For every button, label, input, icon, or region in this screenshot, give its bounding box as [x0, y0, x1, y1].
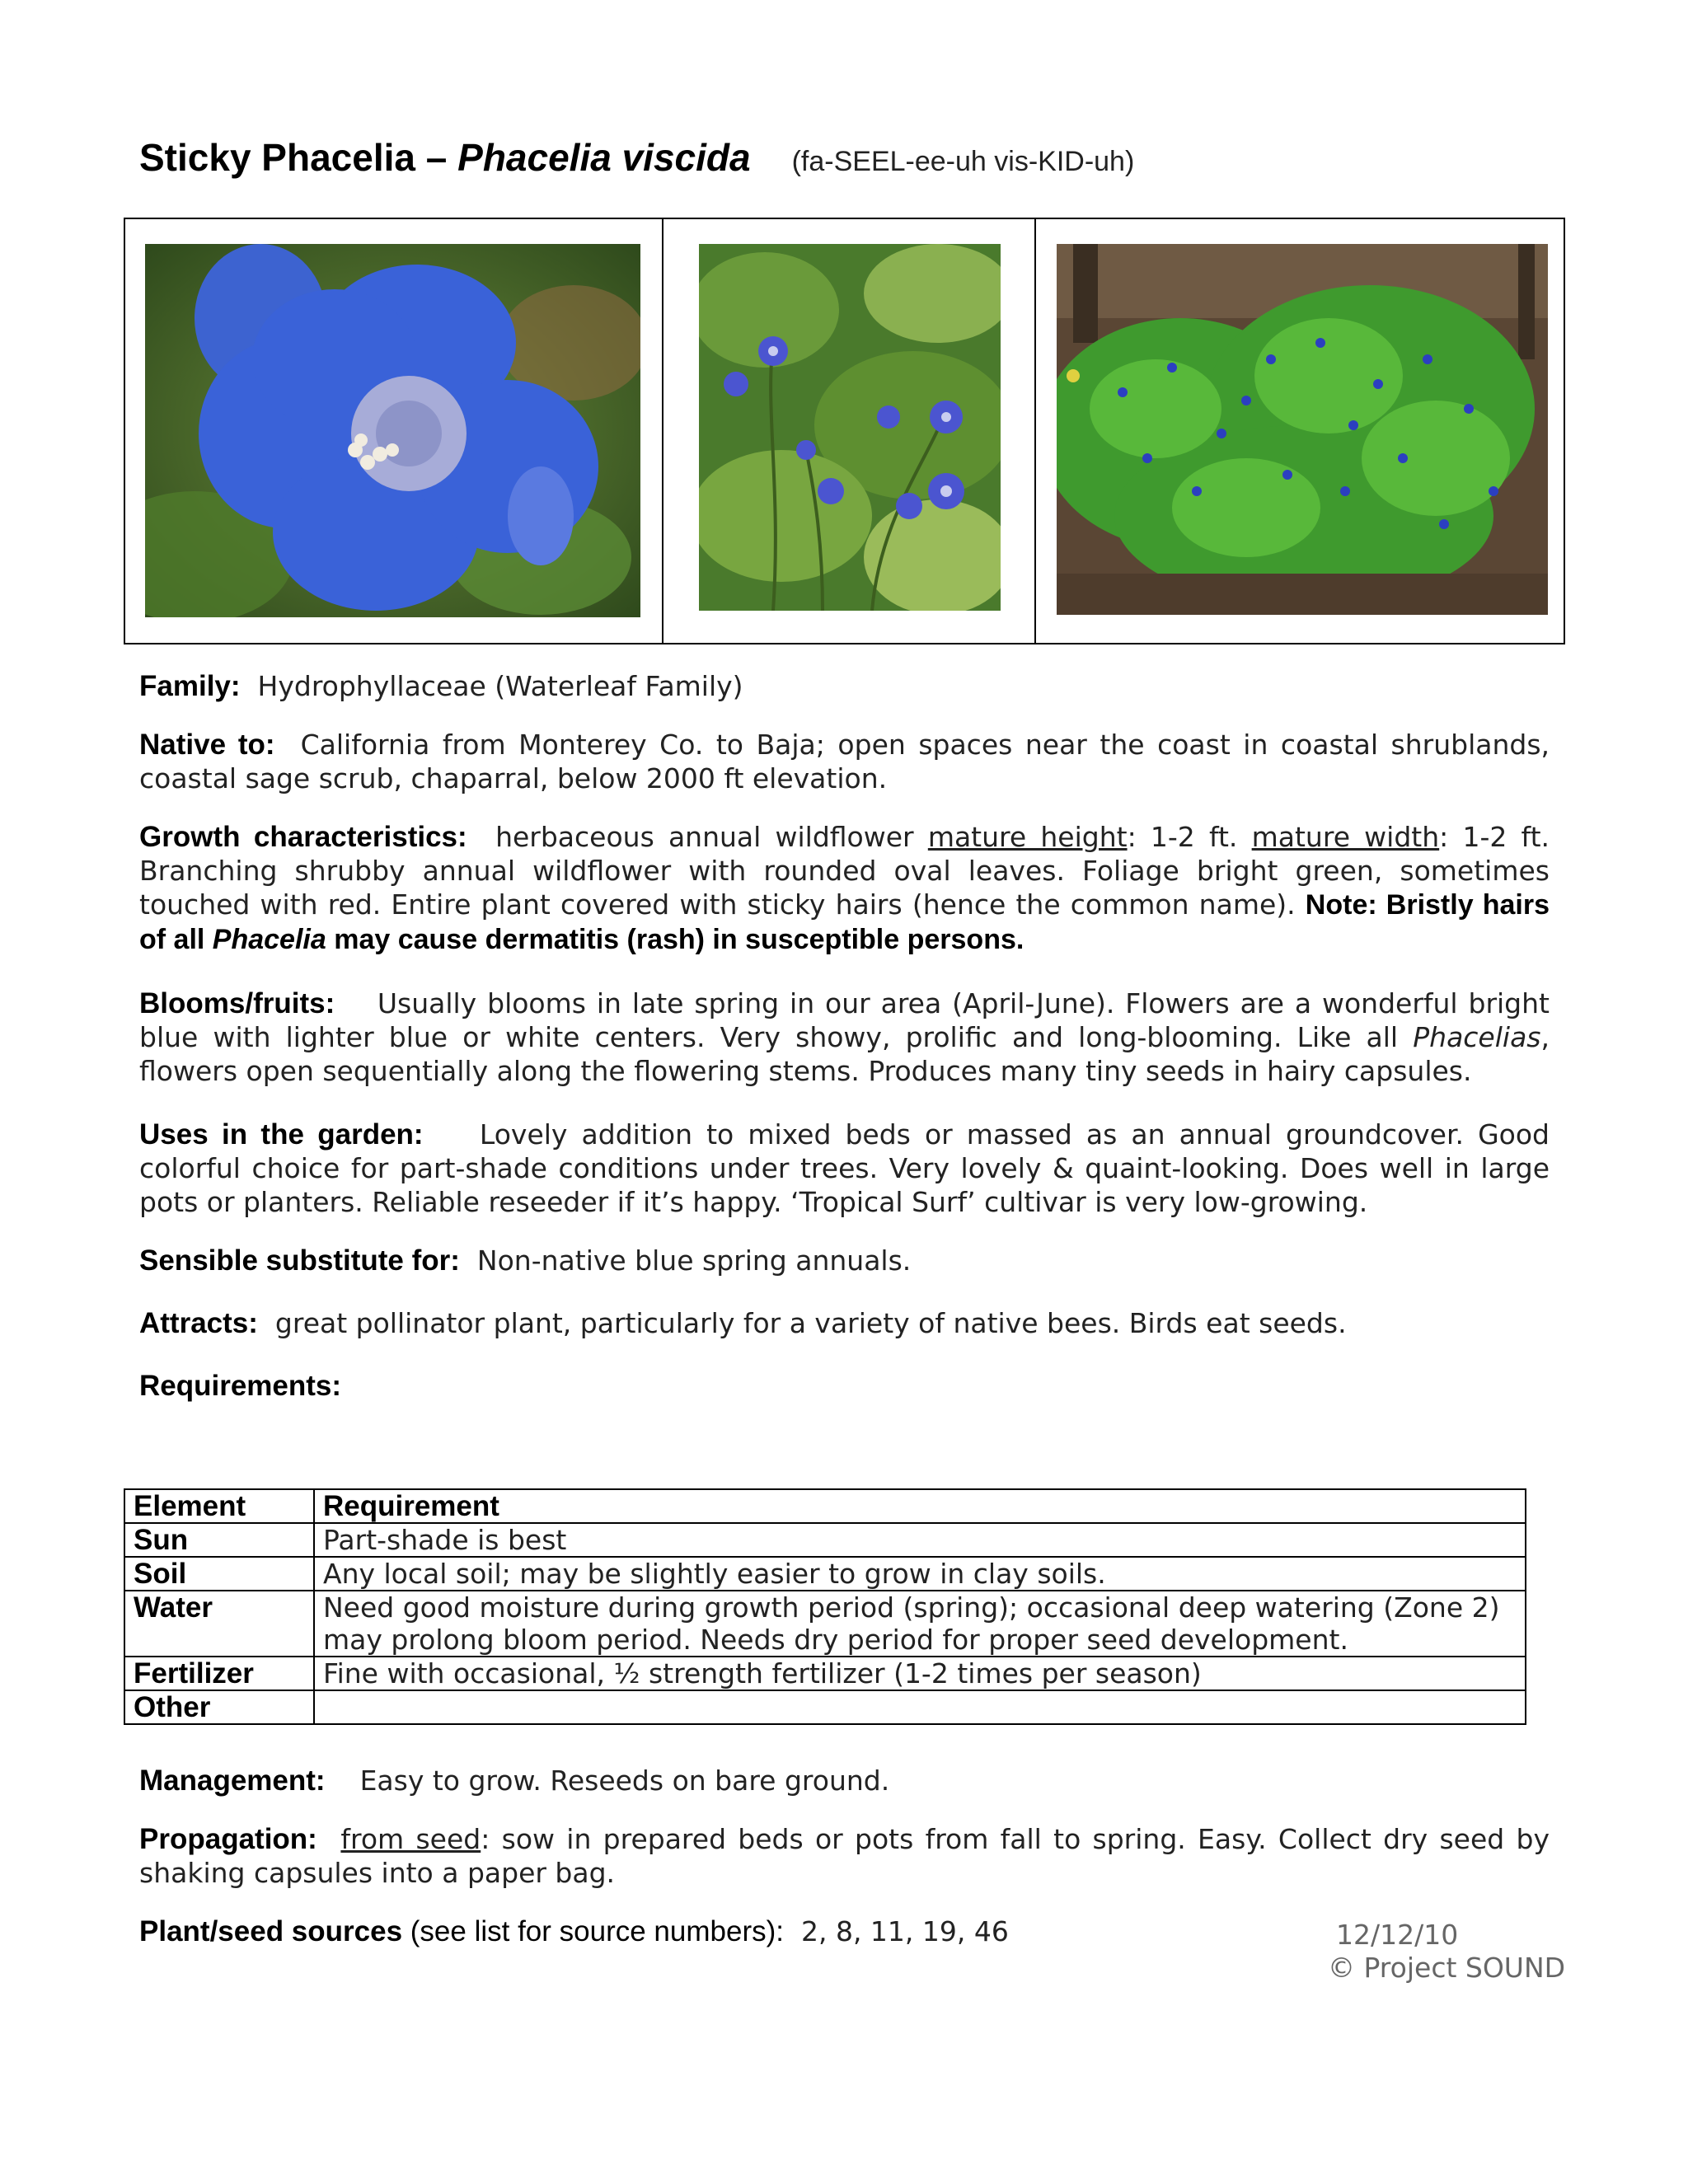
blooms-text-1: Usually blooms in late spring in our area (April-June). Flowers are a wonderful bright blue with lighter blue or white centers. Very showy, prolific and long-blooming. Like all	[139, 987, 1550, 1053]
requirement-cell: Fine with occasional, ½ strength fertilizer (1-2 times per season)	[314, 1657, 1526, 1690]
requirement-cell: Any local soil; may be slightly easier to grow in clay soils.	[314, 1557, 1526, 1591]
sources-note: (see list for source numbers):	[402, 1915, 784, 1947]
table-row	[124, 1557, 1526, 1591]
uses-label: Uses in the garden:	[139, 1118, 424, 1151]
sources-label: Plant/seed sources	[139, 1915, 403, 1947]
management-line	[139, 1764, 1550, 1797]
propagation-paragraph	[139, 1822, 1550, 1890]
element-cell: Sun	[124, 1523, 314, 1557]
element-cell: Soil	[124, 1557, 314, 1591]
mature-height-label: mature height	[927, 821, 1128, 853]
table-row	[124, 1657, 1526, 1690]
element-cell: Water	[124, 1591, 314, 1657]
title-dash: –	[415, 136, 458, 179]
uses-paragraph	[139, 1118, 1550, 1219]
note-genus: Phacelia	[212, 924, 326, 955]
requirement-cell: Part-shade is best	[314, 1523, 1526, 1557]
element-cell: Fertilizer	[124, 1657, 314, 1690]
flowering-stems-photo	[699, 244, 1001, 611]
table-header-row	[124, 1489, 1526, 1523]
photo-cell-1	[125, 219, 662, 643]
management-text: Easy to grow. Reseeds on bare ground.	[359, 1765, 890, 1797]
growth-text-2: : 1-2 ft.	[1127, 821, 1252, 853]
substitute-label: Sensible substitute for:	[139, 1244, 460, 1277]
management-label: Management:	[139, 1765, 326, 1797]
description-body	[139, 669, 1550, 1403]
mature-width-label: mature width	[1251, 821, 1440, 853]
blooms-text-2: , flowers open sequentially along the flowering stems. Produces many tiny seeds in hairy capsules.	[139, 1021, 1550, 1087]
substitute-line	[139, 1244, 1550, 1277]
table-row	[124, 1690, 1526, 1724]
requirements-table	[124, 1488, 1526, 1725]
growth-paragraph	[139, 820, 1550, 957]
propagation-text: : sow in prepared beds or pots from fall to spring. Easy. Collect dry seed by shaking capsules into a paper bag.	[139, 1823, 1550, 1889]
attracts-line	[139, 1306, 1550, 1340]
note-text-2: may cause dermatitis (rash) in susceptible persons.	[326, 924, 1025, 955]
table-row	[124, 1523, 1526, 1557]
pronunciation: (fa-SEEL-ee-uh vis-KID-uh)	[791, 146, 1135, 177]
uses-text: Lovely addition to mixed beds or massed as an annual groundcover. Good colorful choice for part-shade conditions under trees. Very lovely & quaint-looking. Does well in large pots or planters. Reliable reseeder if it’s happy. ‘Tropical Surf’ cultivar is very low-growing.	[139, 1118, 1550, 1218]
native-label: Native to:	[139, 729, 275, 761]
native-paragraph	[139, 728, 1550, 795]
table-row	[124, 1591, 1526, 1657]
native-text: California from Monterey Co. to Baja; open spaces near the coast in coastal shrublands, coastal sage scrub, chaparral, below 2000 ft elevation.	[139, 729, 1550, 794]
blooms-paragraph	[139, 987, 1550, 1088]
growth-text-1: herbaceous annual wildflower	[495, 821, 928, 853]
page-title	[139, 135, 1134, 180]
element-cell: Other	[124, 1690, 314, 1724]
blooms-genus: Phacelias	[1413, 1021, 1541, 1053]
requirement-header: Requirement	[314, 1489, 1526, 1523]
element-header: Element	[124, 1489, 314, 1523]
copyright: © Project SOUND	[1328, 1952, 1566, 1984]
source-numbers: 2, 8, 11, 19, 46	[800, 1915, 1009, 1947]
family-label: Family:	[139, 670, 241, 702]
substitute-text: Non-native blue spring annuals.	[476, 1244, 912, 1277]
requirements-line	[139, 1369, 1550, 1403]
growth-text-3: : 1-2 ft. Branching shrubby annual wildflower with rounded oval leaves. Foliage bright green, sometimes touched with red. Entire plant covered with sticky hairs (hence the common name).	[139, 821, 1550, 921]
family-text: Hydrophyllaceae (Waterleaf Family)	[257, 670, 743, 702]
common-name: Sticky Phacelia	[139, 136, 415, 179]
propagation-label: Propagation:	[139, 1823, 317, 1855]
footer-block	[1328, 1919, 1566, 1985]
note-text-1: Note: Bristly hairs of all	[139, 889, 1550, 955]
blooms-label: Blooms/fruits:	[139, 987, 335, 1019]
attracts-text: great pollinator plant, particularly for a variety of native bees. Birds eat seeds.	[274, 1307, 1347, 1339]
photo-cell-2	[662, 219, 1036, 643]
requirements-label: Requirements:	[139, 1370, 342, 1402]
from-seed-label: from seed	[340, 1823, 481, 1855]
garden-planting-photo	[1057, 244, 1548, 615]
flower-closeup-photo	[145, 244, 640, 617]
latin-name: Phacelia viscida	[457, 136, 751, 179]
family-line	[139, 669, 1550, 703]
requirement-cell	[314, 1690, 1526, 1724]
attracts-label: Attracts:	[139, 1307, 258, 1339]
sheet-date: 12/12/10	[1336, 1919, 1459, 1951]
photo-strip	[124, 218, 1565, 644]
photo-cell-3	[1034, 219, 1568, 643]
growth-label: Growth characteristics:	[139, 821, 467, 853]
requirement-cell: Need good moisture during growth period (spring); occasional deep watering (Zone 2) may prolong bloom period. Needs dry period for proper seed development.	[314, 1591, 1526, 1657]
